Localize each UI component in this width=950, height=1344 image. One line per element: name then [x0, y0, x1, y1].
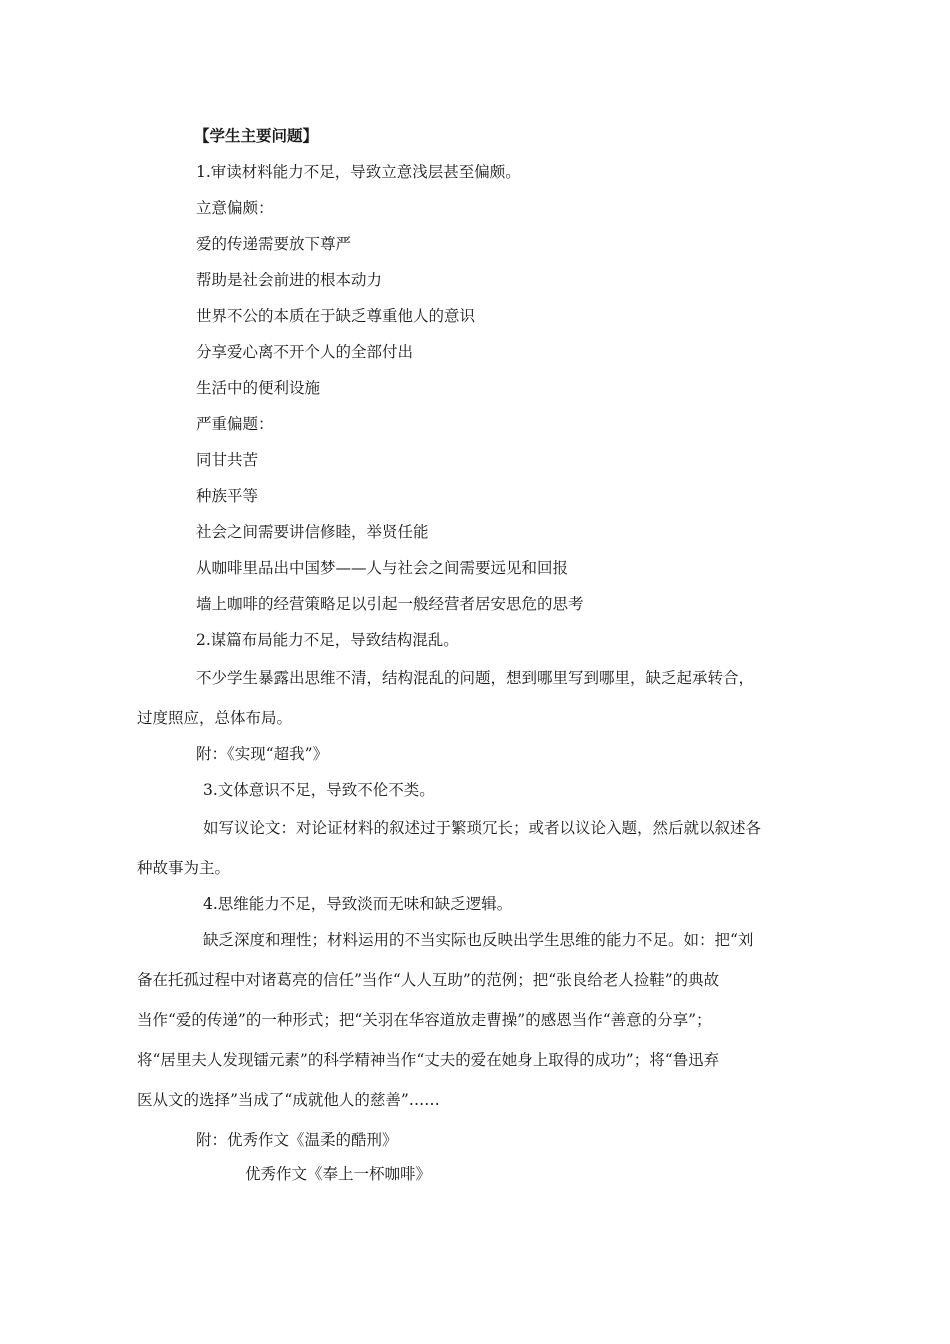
problem-1-sub-label: 立意偏颇： — [196, 199, 274, 217]
problem-2-title: 2.谋篇布局能力不足，导致结构混乱。 — [196, 631, 459, 649]
problem-4-body-line: 医从文的选择”当成了“成就他人的慈善”…… — [137, 1091, 440, 1109]
problem-3-title: 3.文体意识不足，导致不伦不类。 — [203, 781, 435, 799]
problem-2-body-line: 过度照应，总体布局。 — [137, 709, 293, 727]
list-item: 墙上咖啡的经营策略足以引起一般经营者居安思危的思考 — [196, 595, 584, 613]
problem-4-title: 4.思维能力不足，导致淡而无味和缺乏逻辑。 — [203, 895, 513, 913]
list-item: 同甘共苦 — [196, 451, 259, 469]
problem-1-sub-label-2: 严重偏题： — [196, 415, 274, 433]
problem-1-title: 1.审读材料能力不足，导致立意浅层甚至偏颇。 — [196, 163, 521, 181]
list-item: 帮助是社会前进的根本动力 — [196, 271, 383, 289]
problem-3-body-line: 种故事为主。 — [137, 859, 231, 877]
list-item: 从咖啡里品出中国梦——人与社会之间需要远见和回报 — [196, 559, 569, 577]
section-heading: 【学生主要问题】 — [194, 127, 319, 145]
list-item: 世界不公的本质在于缺乏尊重他人的意识 — [196, 307, 476, 325]
list-item: 种族平等 — [196, 487, 259, 505]
problem-4-body-line: 将“居里夫人发现镭元素”的科学精神当作“丈夫的爱在她身上取得的成功”；将“鲁迅弃 — [137, 1051, 720, 1069]
list-item: 社会之间需要讲信修睦，举贤任能 — [196, 523, 429, 541]
problem-2-attachment: 附：《实现“超我”》 — [196, 745, 329, 763]
problem-4-attachment: 优秀作文《奉上一杯咖啡》 — [245, 1165, 432, 1183]
list-item: 生活中的便利设施 — [196, 379, 321, 397]
list-item: 爱的传递需要放下尊严 — [196, 235, 352, 253]
problem-4-body-line: 当作“爱的传递”的一种形式；把“关羽在华容道放走曹操”的感恩当作“善意的分享”； — [137, 1011, 712, 1029]
problem-3-body-line: 如写议论文：对论证材料的叙述过于繁琐冗长；或者以议论入题，然后就以叙述各 — [203, 819, 762, 837]
problem-4-body-line: 缺乏深度和理性；材料运用的不当实际也反映出学生思维的能力不足。如：把“刘 — [203, 931, 754, 949]
list-item: 分享爱心离不开个人的全部付出 — [196, 343, 414, 361]
problem-4-body-line: 备在托孤过程中对诸葛亮的信任”当作“人人互助”的范例；把“张良给老人捡鞋”的典故 — [137, 971, 720, 989]
problem-4-attachment: 附：优秀作文《温柔的酷刑》 — [196, 1131, 398, 1149]
problem-2-body-line: 不少学生暴露出思维不清，结构混乱的问题，想到哪里写到哪里，缺乏起承转合， — [196, 669, 755, 687]
